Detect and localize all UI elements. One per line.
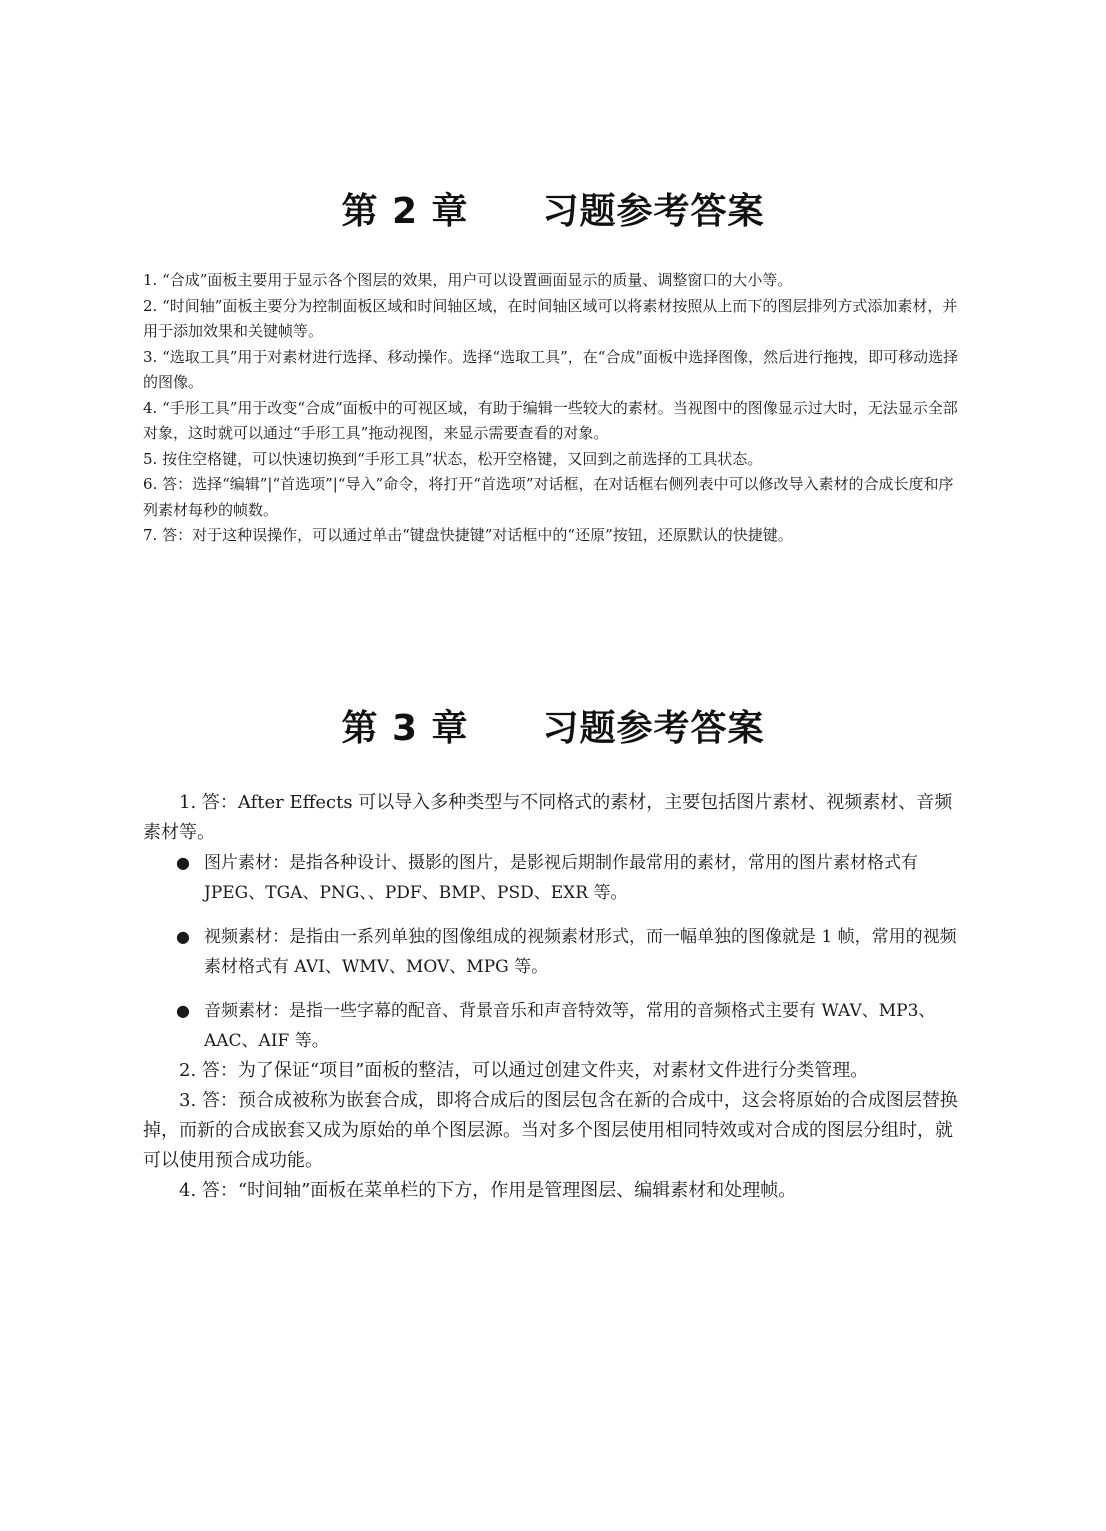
chapter-2-answer-7: 7. 答：对于这种误操作，可以通过单击“键盘快捷键”对话框中的“还原”按钮，还原默认的快捷键。 [143,526,793,544]
chapter-2-title: 第 2 章 习题参考答案 [341,191,765,232]
bullet-dot-icon: ● [176,927,190,946]
chapter-3-answer-4: 4. 答：“时间轴”面板在菜单栏的下方，作用是管理图层、编辑素材和处理帧。 [179,1180,797,1201]
bullet-dot-icon: ● [176,1001,190,1020]
chapter-2-answer-1: 1. “合成”面板主要用于显示各个图层的效果，用户可以设置画面显示的质量、调整窗口的大小等。 [143,271,793,289]
chapter-2-answer-2: 2. “时间轴”面板主要分为控制面板区域和时间轴区域，在时间轴区域可以将素材按照从上而下的图层排列方式添加素材，并用于添加效果和关键帧等。 [143,296,958,340]
bullet-text: 视频素材：是指由一系列单独的图像组成的视频素材形式，而一幅单独的图像就是 1 帧，常用的视频素材格式有 AVI、WMV、MOV、MPG 等。 [204,927,957,977]
chapter-2-answers [143,268,968,549]
chapter-3-answer-3: 3. 答：预合成被称为嵌套合成，即将合成后的图层包含在新的合成中，这会将原始的合成图层替换掉，而新的合成嵌套又成为原始的单个图层源。当对多个图层使用相同特效或对合成的图层分组时，就可以使用预合成功能。 [143,1090,958,1171]
bullet-item-audio [176,996,968,1056]
chapter-3-answer-1: 1. 答：After Effects 可以导入多种类型与不同格式的素材，主要包括图片素材、视频素材、音频素材等。 [143,792,953,843]
chapter-3-answers [143,788,968,1206]
chapter-2-answer-6: 6. 答：选择“编辑”|“首选项”|“导入”命令，将打开“首选项”对话框，在对话框右侧列表中可以修改导入素材的合成长度和序列素材每秒的帧数。 [143,475,954,519]
chapter-2-answer-4: 4. “手形工具”用于改变“合成”面板中的可视区域，有助于编辑一些较大的素材。当视图中的图像显示过大时，无法显示全部对象，这时就可以通过“手形工具”拖动视图，来显示需要查看的对象。 [143,398,958,442]
chapter-3-answer-2: 2. 答：为了保证“项目”面板的整洁，可以通过创建文件夹，对素材文件进行分类管理。 [179,1060,869,1081]
bullet-text: 图片素材：是指各种设计、摄影的图片，是影视后期制作最常用的素材，常用的图片素材格式有 JPEG、TGA、PNG、、PDF、BMP、PSD、EXR 等。 [204,853,918,903]
chapter-2-answer-3: 3. “选取工具”用于对素材进行选择、移动操作。选择“选取工具”，在“合成”面板中选择图像，然后进行拖拽，即可移动选择的图像。 [143,347,959,391]
bullet-item-image [176,848,968,908]
chapter-3-title: 第 3 章 习题参考答案 [341,708,765,749]
chapter-2-answer-5: 5. 按住空格键，可以快速切换到“手形工具”状态，松开空格键，又回到之前选择的工具状态。 [143,449,763,468]
bullet-item-video [176,922,968,982]
bullet-dot-icon: ● [176,853,190,872]
bullet-text: 音频素材：是指一些字幕的配音、背景音乐和声音特效等，常用的音频格式主要有 WAV、MP3、AAC、AIF 等。 [204,1001,936,1051]
